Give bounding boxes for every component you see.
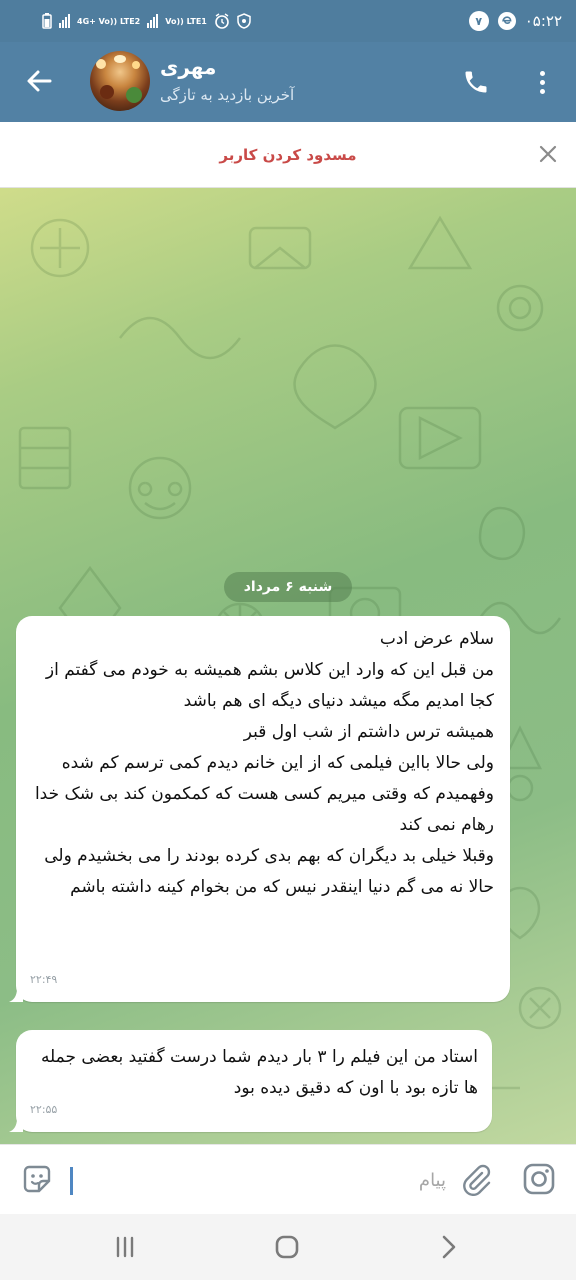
bubble-tail <box>9 988 23 1002</box>
home-button[interactable] <box>274 1234 300 1260</box>
camera-icon <box>522 1162 556 1196</box>
attach-button[interactable] <box>458 1162 492 1196</box>
block-user-bar <box>0 122 576 188</box>
date-separator: شنبه ۶ مرداد <box>224 572 352 602</box>
arrow-left-icon <box>25 67 53 95</box>
signal-icon <box>59 14 70 28</box>
call-button[interactable] <box>458 64 494 100</box>
more-options-button[interactable] <box>530 64 554 100</box>
message-input[interactable] <box>66 1159 446 1201</box>
emoji-button[interactable] <box>20 1162 54 1196</box>
recent-apps-icon <box>112 1234 138 1260</box>
chat-header <box>0 42 576 122</box>
nav-back-button[interactable] <box>436 1234 462 1260</box>
clock: ۰۵:۲۲ <box>524 12 562 30</box>
sticker-icon <box>20 1162 54 1196</box>
chat-area[interactable] <box>0 188 576 1144</box>
network-label-1: 4G+ Vo)) LTE2 <box>77 16 141 26</box>
avatar[interactable] <box>90 51 150 111</box>
message-text: سلام عرض ادب من قبل این که وارد این کلاس بشم همیشه به خودم می گفتم از کجا امدیم مگه میشد دنیای دیگه ای هم باشد همیشه ترس داشتم از شب اول قبر ولی حالا بااین فیلمی که از این خانم دیدم کمی ترسم کم شده وفهمیدم که وقتی میریم کسی هست که کمکمون کند بی شک خدا رهام نمی کند وقبلا خیلی بد دیگران که بهم بدی کرده بودند را می بخشیدم ولی حالا نه می گم دنیا اینقدر نیس که من بخوام کینه داشته باشم <box>34 629 494 897</box>
notification-badge: ۷ <box>469 11 489 31</box>
signal-icon-2 <box>147 14 158 28</box>
contact-status: آخرین بازدید به تازگی <box>160 86 295 104</box>
battery-icon <box>42 13 52 29</box>
network-label-2: Vo)) LTE1 <box>165 16 207 26</box>
recent-apps-button[interactable] <box>112 1234 138 1260</box>
message-text: استاد من این فیلم را ۳ بار دیدم شما درست گفتید بعضی جمله ها تازه بود با اون که دقیق دیده بود <box>40 1047 478 1098</box>
status-bar <box>0 0 576 42</box>
bubble-tail <box>9 1118 23 1132</box>
home-icon <box>274 1234 300 1260</box>
alarm-icon <box>214 13 230 29</box>
status-right <box>469 11 562 31</box>
block-user-button[interactable]: مسدود کردن کاربر <box>219 145 357 164</box>
text-cursor <box>70 1167 73 1195</box>
close-icon <box>539 145 557 163</box>
app-notification-icon <box>497 11 517 31</box>
close-block-bar-button[interactable] <box>536 142 560 166</box>
message-input-bar <box>0 1144 576 1214</box>
message-bubble[interactable] <box>16 616 510 1002</box>
status-icons <box>42 13 251 29</box>
dot <box>540 89 545 94</box>
dot <box>540 80 545 85</box>
camera-button[interactable] <box>522 1162 556 1196</box>
message-bubble[interactable] <box>16 1030 492 1132</box>
contact-name[interactable]: مهری <box>160 55 217 79</box>
message-time: ۲۲:۵۵ <box>30 1103 58 1116</box>
shield-icon <box>237 13 251 29</box>
chevron-right-icon <box>436 1234 462 1260</box>
phone-icon <box>462 68 490 96</box>
paperclip-icon <box>458 1162 492 1196</box>
back-button[interactable] <box>22 64 56 98</box>
message-time: ۲۲:۴۹ <box>30 973 58 986</box>
dot <box>540 71 545 76</box>
system-nav-bar <box>0 1214 576 1280</box>
